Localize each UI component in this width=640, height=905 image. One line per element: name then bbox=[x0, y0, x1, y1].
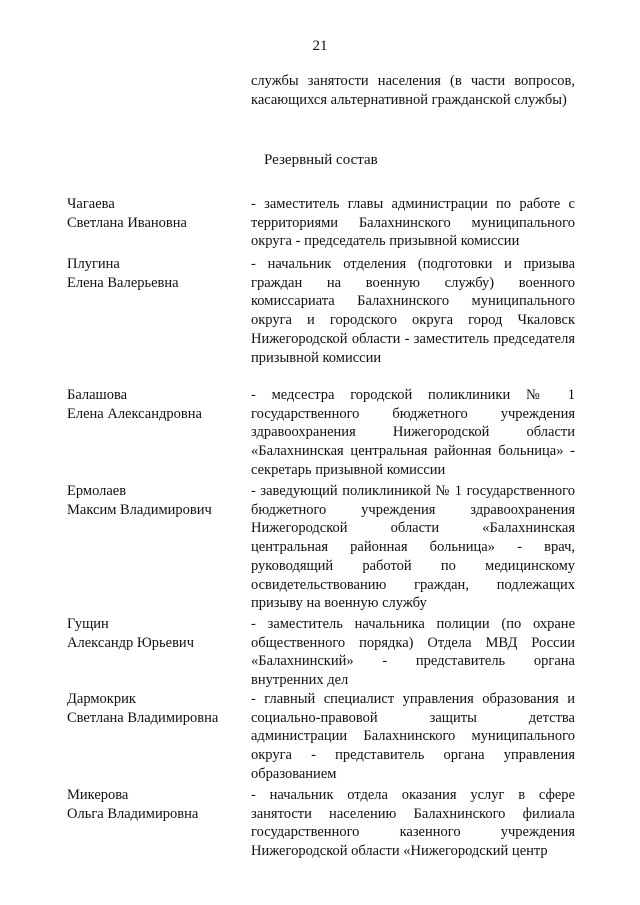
member-role: - медсестра городской поликлиники № 1 государственного бюджетного учреждения здравоохранения Нижегородской области «Балахнинская центральная районная больница» - секретарь призывной комиссии bbox=[251, 387, 575, 478]
member-surname: Ермолаев bbox=[67, 483, 127, 499]
page-number: 21 bbox=[312, 38, 328, 54]
member-role: - заместитель начальника полиции (по охране общественного порядка) Отдела МВД России «Балахнинский» - представитель органа внутренних дел bbox=[251, 616, 575, 689]
member-surname: Гущин bbox=[67, 616, 109, 632]
member-surname: Плугина bbox=[67, 256, 120, 272]
member-surname: Микерова bbox=[67, 787, 129, 803]
member-surname: Чагаева bbox=[67, 196, 115, 212]
member-surname: Балашова bbox=[67, 387, 128, 403]
member-given-names: Александр Юрьевич bbox=[67, 634, 194, 651]
intro-paragraph: службы занятости населения (в части вопросов, касающихся альтернативной гражданской службы) bbox=[251, 73, 575, 108]
member-name bbox=[67, 690, 247, 727]
member-surname: Дармокрик bbox=[67, 691, 136, 707]
member-role: - главный специалист управления образования и социально-правовой защиты детства администрации Балахнинского муниципального округа - представитель органа управления образованием bbox=[251, 691, 575, 782]
member-given-names: Елена Александровна bbox=[67, 405, 202, 422]
member-name bbox=[67, 195, 247, 232]
member-given-names: Ольга Владимировна bbox=[67, 805, 199, 822]
member-given-names: Светлана Владимировна bbox=[67, 709, 219, 726]
member-given-names: Елена Валерьевна bbox=[67, 274, 179, 291]
member-name bbox=[67, 786, 247, 823]
member-role: - начальник отдела оказания услуг в сфере занятости населению Балахнинского филиала государственного казенного учреждения Нижегородской области «Нижегородский центр bbox=[251, 787, 575, 860]
member-name bbox=[67, 615, 247, 652]
member-name bbox=[67, 386, 247, 423]
member-given-names: Светлана Ивановна bbox=[67, 214, 187, 231]
member-role: - заместитель главы администрации по работе с территориями Балахнинского муниципального округа - председатель призывной комиссии bbox=[251, 196, 575, 250]
member-name bbox=[67, 255, 247, 292]
member-role: - заведующий поликлиникой № 1 государственного бюджетного учреждения здравоохранения Нижегородской области «Балахнинская центральная районная больница» - врач, руководящий работой по медицинскому освидетельствованию граждан, подлежащих призыву на военную службу bbox=[251, 483, 575, 612]
member-given-names: Максим Владимирович bbox=[67, 501, 212, 518]
member-role: - начальник отделения (подготовки и призыва граждан на военную службу) военного комиссариата Балахнинского муниципального округа и городского округа город Чкаловск Нижегородской области - заместитель председателя призывной комиссии bbox=[251, 256, 575, 366]
section-title: Резервный состав bbox=[264, 152, 378, 168]
member-name bbox=[67, 482, 247, 519]
